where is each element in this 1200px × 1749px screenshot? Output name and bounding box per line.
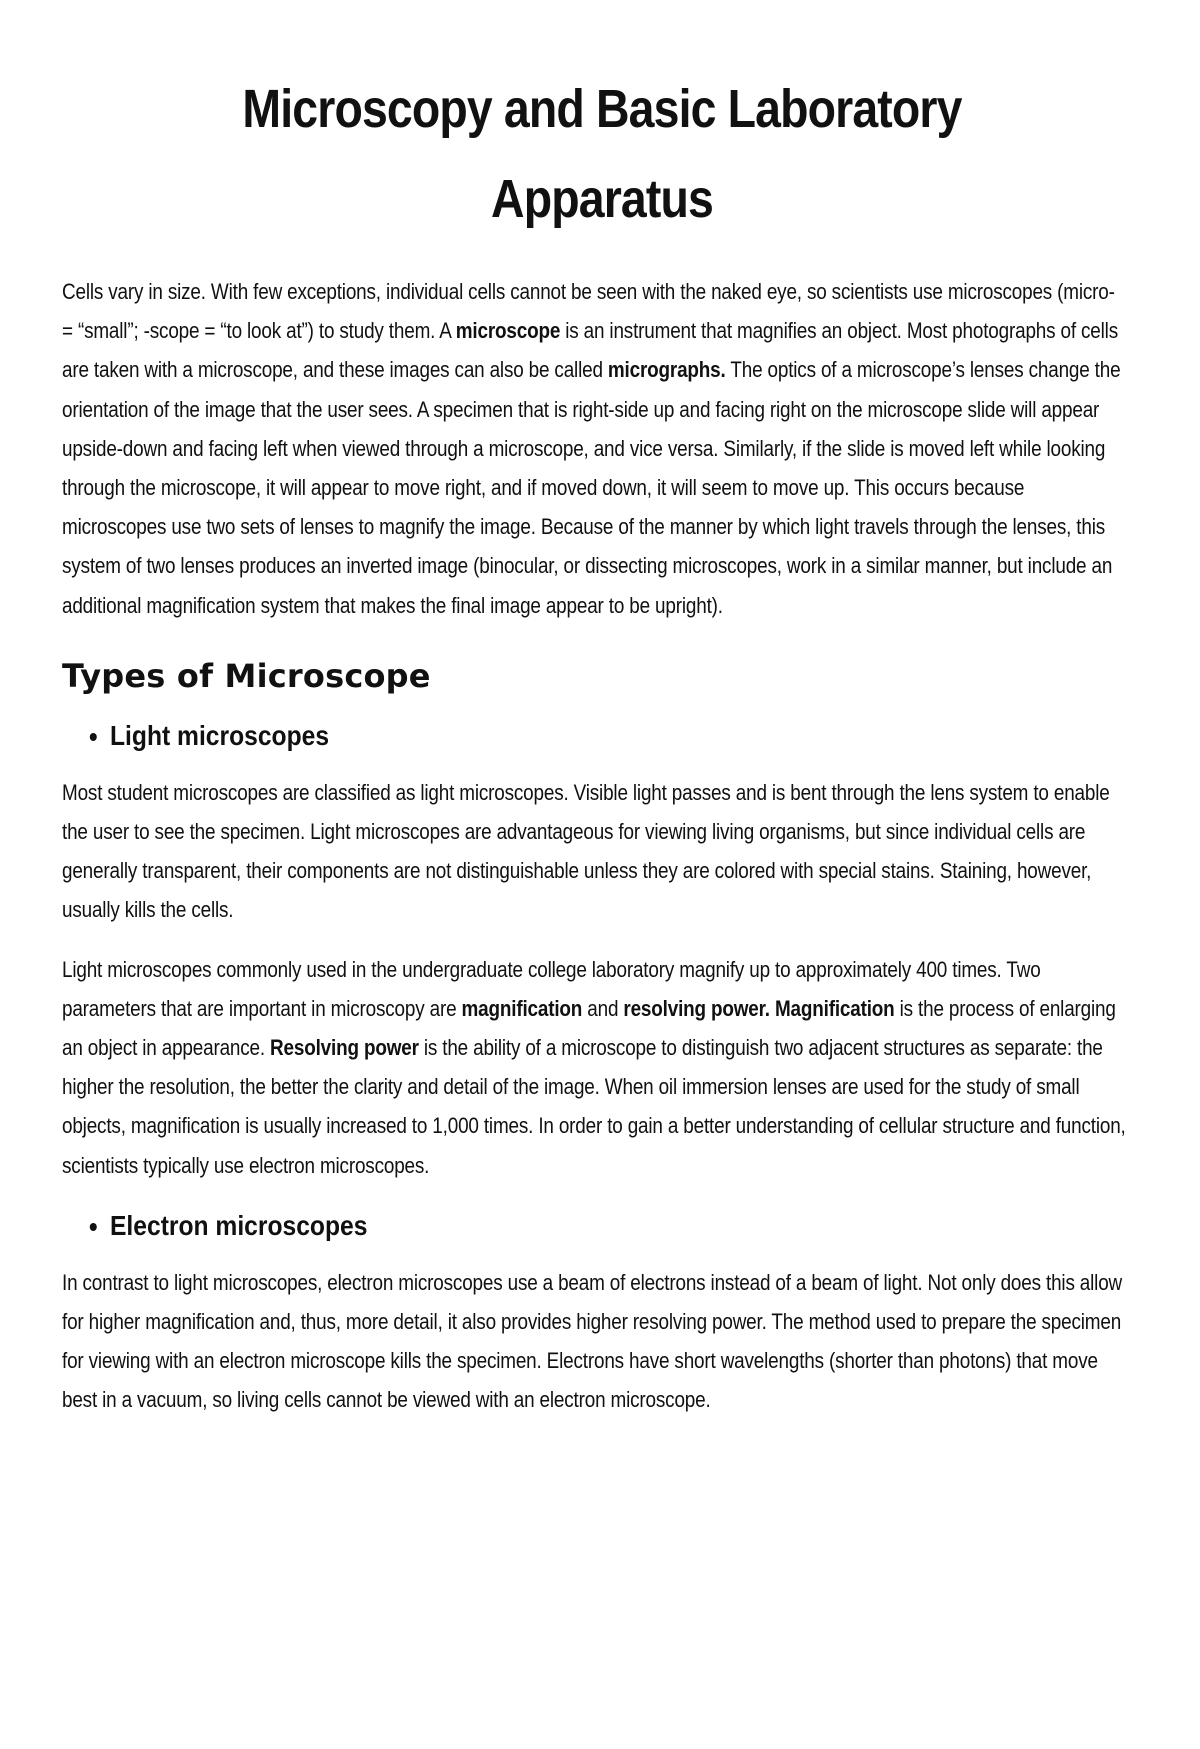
light-paragraph-2 (62, 950, 1129, 1185)
term-resolving-power: resolving power. (623, 995, 770, 1021)
document-page (62, 64, 1142, 1440)
intro-text-1: Cells vary in size. With few exceptions, individual cells cannot be seen with the naked eye, so scientists use microscopes (micro- = “small”; -scope = “to look at”) to study them. A (62, 279, 1115, 344)
bullet-electron-microscopes: • Electron microscopes (110, 1205, 638, 1247)
bullet-list-electron (62, 1205, 1142, 1247)
light-text-1: Light microscopes commonly used in the undergraduate college laboratory magnify up to approximately 400 times. Two parameters that are important in microscopy are (62, 956, 1041, 1021)
intro-text-2: is an instrument that magnifies an object. Most photographs of cells are taken with a microscope, and these images can also be called (62, 318, 1118, 383)
bullet-list-light (62, 715, 1142, 757)
electron-paragraph-1: In contrast to light microscopes, electron microscopes use a beam of electrons instead of a beam of light. Not only does this allow for higher magnification and, thus, more detail, it also provides higher resolving power. The method used to prepare the specimen for viewing with an electron microscope kills the specimen. Electrons have short wavelengths (shorter than photons) that move best in a vacuum, so living cells cannot be viewed with an electron microscope. (62, 1269, 1123, 1413)
page-title: Microscopy and Basic Laboratory Apparatus (242, 79, 962, 229)
light-text-2: and (582, 995, 624, 1021)
light-paragraph-1: Most student microscopes are classified as light microscopes. Visible light passes and is bent through the lens system to enable the user to see the specimen. Light microscopes are advantageous for viewing living organisms, but since individual cells are generally transparent, their components are not distinguishable unless they are colored with special stains. Staining, however, usually kills the cells. (62, 779, 1110, 923)
term-micrographs: micrographs. (607, 357, 726, 383)
intro-paragraph (62, 272, 1129, 625)
light-text-4: is the process of enlarging an object in appearance. (62, 995, 1116, 1061)
light-text-5: is the ability of a microscope to distinguish two adjacent structures as separate: the higher the resolution, the better the clarity and detail of the image. When oil immersion lenses are used for the study of small objects, magnification is usually increased to 1,000 times. In order to gain a better understanding of cellular structure and function, scientists typically use electron microscopes. (62, 1035, 1126, 1178)
term-magnification: magnification (461, 995, 583, 1021)
intro-text-3: The optics of a microscope’s lenses change the orientation of the image that the user sees. A specimen that is right-side up and facing right on the microscope slide will appear upside-down and facing left when viewed through a microscope, and vice versa. Similarly, if the slide is moved left while looking through the microscope, it will appear to move right, and if moved down, it will seem to move up. This occurs because microscopes use two sets of lenses to magnify the image. Because of the manner by which light travels through the lenses, this system of two lenses produces an inverted image (binocular, or dissecting microscopes, work in a similar manner, but include an additional magnification system that makes the final image appear to be upright). (62, 357, 1121, 618)
bullet-light-microscopes: • Light microscopes (110, 715, 638, 757)
term-resolving-power-def: Resolving power (270, 1035, 419, 1061)
section-heading-types: Types of Microscope (62, 656, 431, 695)
term-magnification-def: Magnification (774, 995, 895, 1021)
term-microscope: microscope (455, 318, 561, 344)
